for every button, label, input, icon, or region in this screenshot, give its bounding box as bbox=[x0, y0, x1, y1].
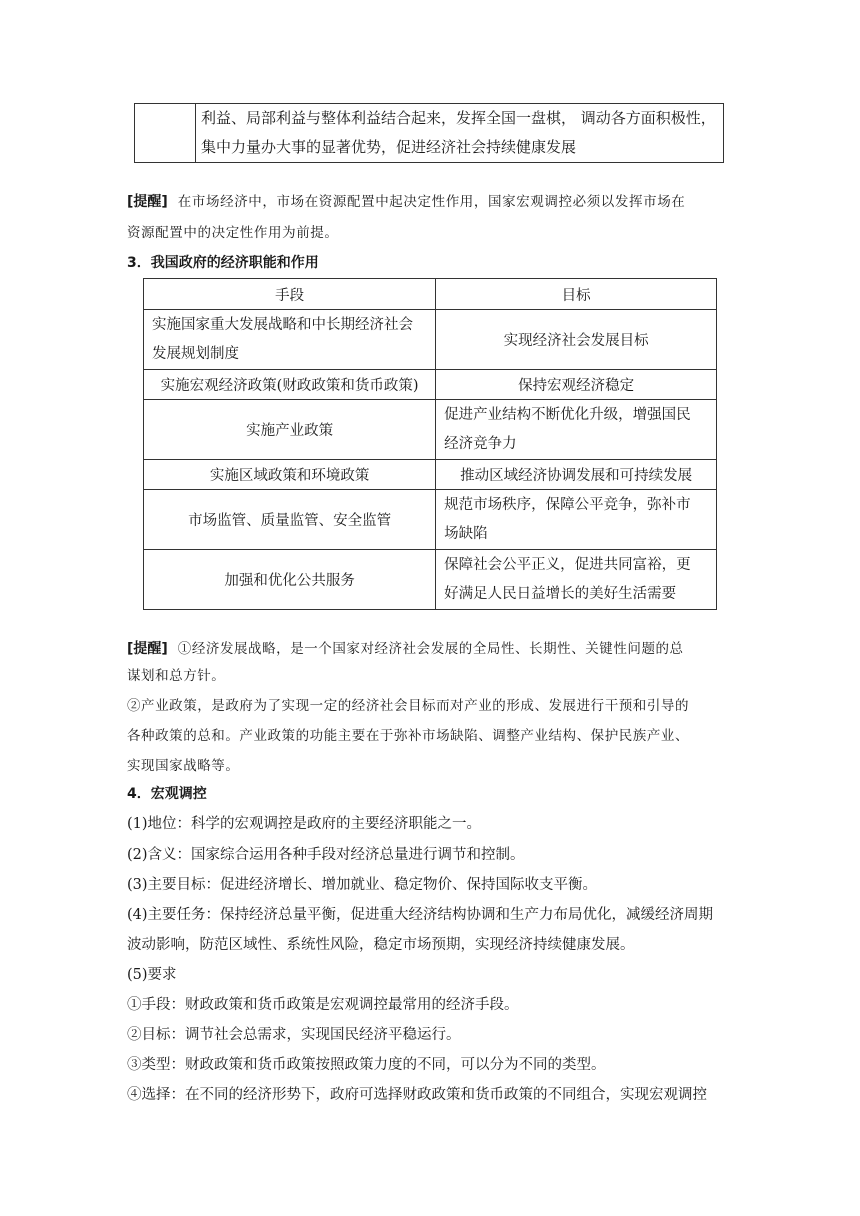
means-cell: 市场监管、质量监管、安全监管 bbox=[144, 490, 436, 550]
tip-text: 实现国家战略等。 bbox=[127, 758, 240, 774]
tip-paragraph bbox=[127, 190, 685, 211]
tip-text: ①经济发展战略，是一个国家对经济社会发展的全局性、长期性、关键性问题的总 bbox=[177, 641, 684, 657]
section-heading: 4．宏观调控 bbox=[127, 786, 207, 802]
continued-table-left-cell bbox=[135, 104, 196, 162]
table-row bbox=[144, 550, 717, 610]
table-row bbox=[144, 370, 717, 400]
table-row bbox=[144, 310, 717, 370]
body-line: ③类型：财政政策和货币政策按照政策力度的不同，可以分为不同的类型。 bbox=[127, 1057, 606, 1073]
goal-cell: 保障社会公平正义，促进共同富裕，更 好满足人民日益增长的美好生活需要 bbox=[436, 550, 717, 610]
functions-table bbox=[143, 278, 717, 610]
means-cell: 实施产业政策 bbox=[144, 400, 436, 460]
continued-table-line: 利益、局部利益与整体利益结合起来，发挥全国一盘棋， 调动各方面积极性， bbox=[201, 109, 716, 127]
continued-table-line: 集中力量办大事的显著优势，促进经济社会持续健康发展 bbox=[201, 138, 577, 156]
body-line: (5)要求 bbox=[127, 967, 177, 983]
goal-cell: 实现经济社会发展目标 bbox=[436, 310, 717, 370]
means-cell: 实施宏观经济政策(财政政策和货币政策) bbox=[144, 370, 436, 400]
continued-table bbox=[134, 103, 724, 163]
tip-paragraph bbox=[127, 637, 684, 658]
table-header: 目标 bbox=[436, 279, 717, 310]
body-line: (3)主要目标：促进经济增长、增加就业、稳定物价、保持国际收支平衡。 bbox=[127, 877, 598, 893]
body-line: (4)主要任务：保持经济总量平衡，促进重大经济结构协调和生产力布局优化，减缓经济周期 bbox=[127, 907, 714, 923]
tip-text: 各种政策的总和。产业政策的功能主要在于弥补市场缺陷、调整产业结构、保护民族产业、 bbox=[127, 728, 689, 744]
goal-cell: 促进产业结构不断优化升级，增强国民 经济竞争力 bbox=[436, 400, 717, 460]
means-cell: 实施区域政策和环境政策 bbox=[144, 460, 436, 490]
tip-text: 资源配置中的决定性作用为前提。 bbox=[127, 225, 339, 241]
tip-text: 在市场经济中，市场在资源配置中起决定性作用，国家宏观调控必须以发挥市场在 bbox=[177, 194, 686, 210]
means-cell: 加强和优化公共服务 bbox=[144, 550, 436, 610]
goal-cell: 推动区域经济协调发展和可持续发展 bbox=[436, 460, 717, 490]
tip-label: [提醒] bbox=[127, 641, 168, 657]
table-row bbox=[144, 400, 717, 460]
table-row bbox=[144, 490, 717, 550]
table-header-row bbox=[144, 279, 717, 310]
table-row bbox=[144, 460, 717, 490]
body-line: (2)含义：国家综合运用各种手段对经济总量进行调节和控制。 bbox=[127, 847, 525, 863]
tip-text: ②产业政策，是政府为了实现一定的经济社会目标而对产业的形成、发展进行干预和引导的 bbox=[127, 698, 689, 714]
section-heading: 3．我国政府的经济职能和作用 bbox=[127, 255, 319, 271]
continued-table-right-cell bbox=[201, 104, 717, 162]
body-line: 波动影响，防范区域性、系统性风险，稳定市场预期，实现经济持续健康发展。 bbox=[127, 937, 635, 953]
means-cell: 实施国家重大发展战略和中长期经济社会 发展规划制度 bbox=[144, 310, 436, 370]
body-line: (1)地位：科学的宏观调控是政府的主要经济职能之一。 bbox=[127, 816, 482, 832]
goal-cell: 保持宏观经济稳定 bbox=[436, 370, 717, 400]
tip-text: 谋划和总方针。 bbox=[127, 668, 226, 684]
goal-cell: 规范市场秩序，保障公平竞争，弥补市 场缺陷 bbox=[436, 490, 717, 550]
table-header: 手段 bbox=[144, 279, 436, 310]
tip-label: [提醒] bbox=[127, 194, 168, 210]
body-line: ①手段：财政政策和货币政策是宏观调控最常用的经济手段。 bbox=[127, 997, 519, 1013]
body-line: ④选择：在不同的经济形势下，政府可选择财政政策和货币政策的不同组合，实现宏观调控 bbox=[127, 1087, 707, 1103]
body-line: ②目标：调节社会总需求，实现国民经济平稳运行。 bbox=[127, 1027, 461, 1043]
